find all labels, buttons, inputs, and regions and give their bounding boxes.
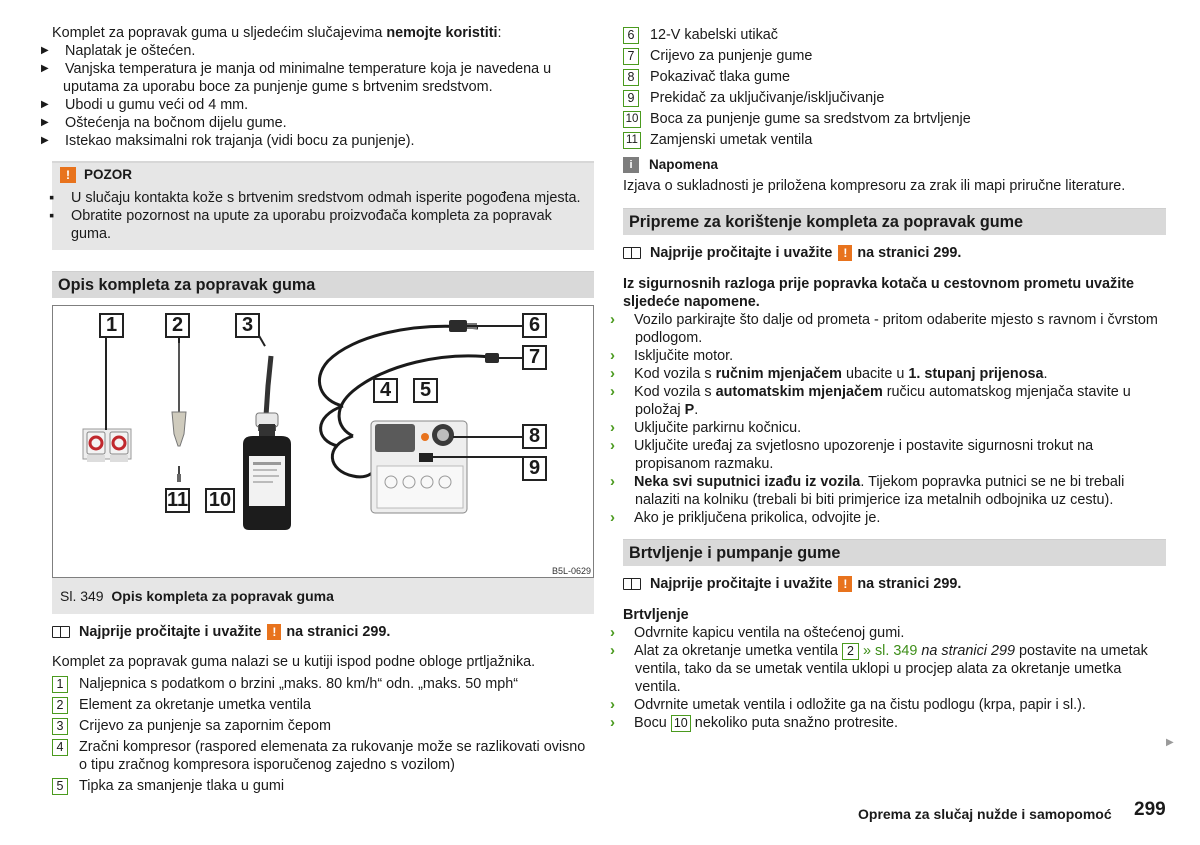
component-list	[52, 675, 594, 795]
section-title-kit: Opis kompleta za popravak guma	[52, 271, 594, 298]
triangle-bullet-icon: ▶	[41, 135, 49, 146]
kit-location-text: Komplet za popravak guma nalazi se u kutiji ispod podne obloge prtljažnika.	[52, 654, 536, 670]
figure-label-9: 9	[522, 456, 547, 481]
leader-line	[105, 337, 107, 430]
sealant-bottle-illustration	[243, 424, 291, 530]
spare-valve-illustration	[177, 466, 181, 482]
list-item: 10 Boca za punjenje gume sa sredstvom za brtvljenje	[623, 110, 1166, 128]
kit-illustration	[53, 306, 593, 577]
figure-label-10: 10	[205, 488, 235, 513]
list-item: 4 Zračni kompresor (raspored elemenata za rukovanje može se razlikovati ovisno o tipu zračnog kompresora isporučenog zajedno s vozilom)	[52, 738, 594, 774]
condition-item: ▶ Istekao maksimalni rok trajanja (vidi bocu za punjenje).	[41, 133, 415, 149]
book-icon	[623, 247, 641, 259]
step-item: › Alat za okretanje umetka ventila 2 » sl. 349 na stranici 299 postavite na umetak ventila, tako da se umetak ventila uklopi u procjep alata za okretanje umetka ventila.	[610, 642, 1148, 695]
condition-item: ▶ Vanjska temperatura je manja od minimalne temperature koja je navedena u uputama za uporabu boce za punjenje gume s brtvenim sredstvom.	[41, 61, 552, 95]
info-icon: i	[623, 157, 639, 173]
list-item: 1 Naljepnica s podatkom o brzini „maks. 80 km/h“ odn. „maks. 50 mph“	[52, 675, 594, 693]
chevron-right-icon: ›	[610, 437, 615, 454]
figure-label-1: 1	[99, 313, 124, 338]
warning-title: POZOR	[84, 167, 133, 182]
reference-box: 2	[842, 643, 859, 660]
filling-hose-illustration	[256, 356, 278, 431]
book-icon	[52, 626, 70, 638]
list-item: 9 Prekidač za uključivanje/isključivanje	[623, 89, 1166, 107]
step-item: › Uključite uređaj za svjetlosno upozorenje i postavite sigurnosni trokut na propisanom razmaku.	[610, 437, 1094, 472]
compressor-illustration	[371, 421, 467, 513]
figure-label-5: 5	[413, 378, 438, 403]
chevron-right-icon: ›	[610, 383, 615, 400]
safety-intro: Iz sigurnosnih razloga prije popravka kotača u cestovnom prometu uvažite sljedeće napomene.	[623, 276, 1134, 310]
chevron-right-icon: ›	[610, 696, 615, 713]
kit-figure	[52, 305, 594, 578]
section-title-preparation: Pripreme za korištenje kompleta za popravak gume	[623, 208, 1166, 235]
book-icon	[623, 578, 641, 590]
step-item: › Kod vozila s ručnim mjenjačem ubacite u 1. stupanj prijenosa.	[610, 365, 1048, 382]
footer-title: Oprema za slučaj nužde i samopomoć	[858, 806, 1112, 822]
condition-item: ▶ Oštećenja na bočnom dijelu gume.	[41, 115, 287, 131]
figure-label-6: 6	[522, 313, 547, 338]
leader-line	[453, 436, 523, 438]
left-column	[41, 24, 594, 795]
triangle-bullet-icon: ▶	[41, 45, 49, 56]
chevron-right-icon: ›	[610, 365, 615, 382]
list-item: 11 Zamjenski umetak ventila	[623, 131, 1166, 149]
chevron-right-icon: ›	[610, 347, 615, 364]
chevron-right-icon: ›	[610, 311, 615, 328]
triangle-bullet-icon: ▶	[41, 99, 49, 110]
condition-item: ▶ Naplatak je oštećen.	[41, 43, 196, 59]
leader-line	[499, 357, 523, 359]
read-first-line: Najprije pročitajte i uvažite ! na stranici 299.	[623, 243, 1166, 263]
figure-link[interactable]: » sl. 349	[862, 643, 918, 659]
leader-line	[433, 456, 523, 458]
warning-item: ▪ U slučaju kontakta kože s brtvenim sredstvom odmah isperite pogođena mjesta.	[49, 190, 581, 206]
warning-icon: !	[60, 167, 76, 183]
reference-box: 10	[671, 715, 691, 732]
chevron-right-icon: ›	[610, 473, 615, 490]
figure-label-7: 7	[522, 345, 547, 370]
sub-title-sealing: Brtvljenje	[623, 607, 689, 623]
list-item: 5 Tipka za smanjenje tlaka u gumi	[52, 777, 594, 795]
read-first-line: Najprije pročitajte i uvažite ! na stranici 299.	[52, 622, 594, 642]
square-bullet-icon: ▪	[49, 190, 55, 206]
square-bullet-icon: ▪	[49, 208, 55, 224]
note-box	[623, 156, 1166, 195]
figure-caption: Sl. 349 Opis kompleta za popravak guma	[52, 578, 594, 614]
list-item: 6 12-V kabelski utikač	[623, 26, 1166, 44]
valve-tool-illustration	[172, 342, 186, 446]
figure-label-11: 11	[167, 489, 189, 511]
step-item: › Neka svi suputnici izađu iz vozila. Tijekom popravka putnici se ne bi trebali nalaziti na kolniku (trebali bi biti primjerice iza metalnih odbojnika uz cestu).	[610, 473, 1125, 508]
list-item: 8 Pokazivač tlaka gume	[623, 68, 1166, 86]
step-item: › Odvrnite kapicu ventila na oštećenoj gumi.	[610, 624, 905, 641]
warning-icon: !	[838, 576, 852, 592]
list-item: 3 Crijevo za punjenje sa zapornim čepom	[52, 717, 594, 735]
triangle-bullet-icon: ▶	[41, 63, 49, 74]
read-first-line: Najprije pročitajte i uvažite ! na stranici 299.	[623, 574, 1166, 594]
step-item: › Odvrnite umetak ventila i odložite ga na čistu podlogu (krpa, papir i sl.).	[610, 696, 1086, 713]
continue-arrow-icon: ▶	[1166, 737, 1174, 748]
list-item: 2 Element za okretanje umetka ventila	[52, 696, 594, 714]
chevron-right-icon: ›	[610, 419, 615, 436]
step-item: › Kod vozila s automatskim mjenjačem ručicu automatskog mjenjača stavite u položaj P.	[610, 383, 1131, 418]
step-item: › Bocu 10 nekoliko puta snažno protresite.	[610, 714, 899, 731]
component-list-continued	[623, 26, 1166, 149]
step-item: › Vozilo parkirajte što dalje od prometa - pritom odaberite mjesto s ravnom i čvrstom podlogom.	[610, 311, 1158, 346]
figure-label-8: 8	[522, 424, 547, 449]
chevron-right-icon: ›	[610, 624, 615, 641]
warning-item: ▪ Obratite pozornost na upute za uporabu proizvođača kompleta za popravak guma.	[49, 208, 552, 242]
figure-label-3: 3	[235, 313, 260, 338]
figure-label-4: 4	[373, 378, 398, 403]
step-item: › Ako je priključena prikolica, odvojite je.	[610, 509, 881, 526]
page-number: 299	[1134, 799, 1166, 820]
condition-item: ▶ Ubodi u gumu veći od 4 mm.	[41, 97, 249, 113]
leader-line	[467, 325, 523, 327]
step-item: › Isključite motor.	[610, 347, 734, 364]
list-item: 7 Crijevo za punjenje gume	[623, 47, 1166, 65]
note-title: Napomena	[649, 157, 719, 172]
chevron-right-icon: ›	[610, 642, 615, 659]
chevron-right-icon: ›	[610, 714, 615, 731]
figure-code: B5L-0629	[551, 566, 591, 576]
chevron-right-icon: ›	[610, 509, 615, 526]
step-item: › Uključite parkirnu kočnicu.	[610, 419, 802, 436]
note-text: Izjava o sukladnosti je priložena kompresoru za zrak ili mapi priručne literature.	[623, 178, 1126, 194]
sticker-sheet-illustration	[83, 429, 131, 462]
triangle-bullet-icon: ▶	[41, 117, 49, 128]
warning-icon: !	[838, 245, 852, 261]
warning-icon: !	[267, 624, 281, 640]
section-title-sealing: Brtvljenje i pumpanje gume	[623, 539, 1166, 566]
right-column	[610, 26, 1166, 732]
warning-box	[49, 161, 594, 250]
intro-text: Komplet za popravak guma u sljedećim slučajevima nemojte koristiti:	[52, 25, 502, 41]
figure-label-2: 2	[165, 313, 190, 338]
